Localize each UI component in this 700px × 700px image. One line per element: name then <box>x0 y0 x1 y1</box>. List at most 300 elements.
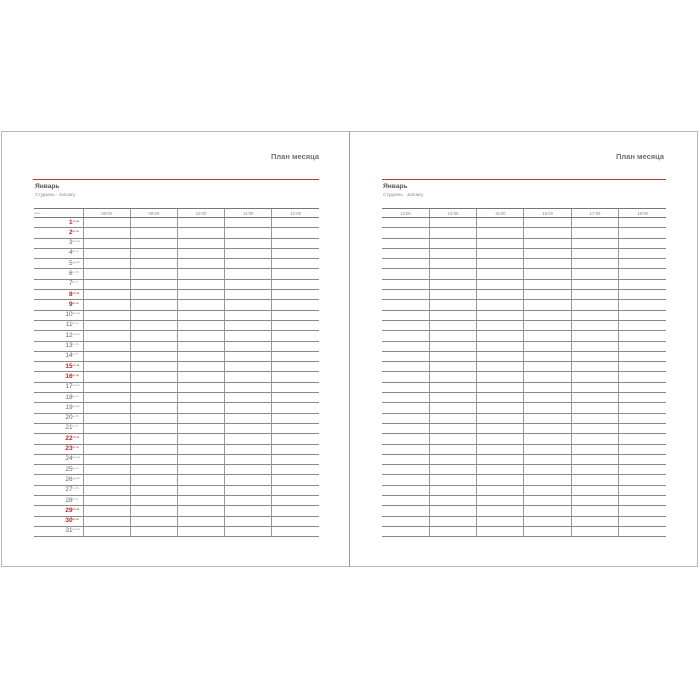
plan-cell[interactable] <box>524 351 571 361</box>
plan-cell[interactable] <box>83 465 130 475</box>
plan-cell[interactable] <box>177 228 224 238</box>
plan-cell[interactable] <box>177 351 224 361</box>
plan-cell[interactable] <box>619 423 666 433</box>
plan-cell[interactable] <box>524 444 571 454</box>
plan-cell[interactable] <box>225 434 272 444</box>
plan-cell[interactable] <box>83 248 130 258</box>
plan-cell[interactable] <box>571 506 618 516</box>
plan-cell[interactable] <box>429 238 476 248</box>
plan-cell[interactable] <box>571 218 618 228</box>
plan-cell[interactable] <box>477 423 524 433</box>
plan-cell[interactable] <box>477 279 524 289</box>
plan-cell[interactable] <box>382 290 429 300</box>
plan-cell[interactable] <box>130 434 177 444</box>
plan-cell[interactable] <box>429 362 476 372</box>
plan-cell[interactable] <box>571 331 618 341</box>
plan-cell[interactable] <box>429 320 476 330</box>
plan-cell[interactable] <box>83 351 130 361</box>
plan-cell[interactable] <box>524 454 571 464</box>
plan-cell[interactable] <box>619 465 666 475</box>
plan-cell[interactable] <box>225 238 272 248</box>
plan-cell[interactable] <box>619 485 666 495</box>
plan-cell[interactable] <box>619 259 666 269</box>
plan-cell[interactable] <box>571 444 618 454</box>
plan-cell[interactable] <box>130 351 177 361</box>
plan-cell[interactable] <box>177 403 224 413</box>
plan-cell[interactable] <box>429 372 476 382</box>
plan-cell[interactable] <box>130 248 177 258</box>
plan-cell[interactable] <box>429 382 476 392</box>
plan-cell[interactable] <box>382 413 429 423</box>
plan-cell[interactable] <box>477 218 524 228</box>
plan-cell[interactable] <box>83 444 130 454</box>
plan-cell[interactable] <box>477 310 524 320</box>
plan-cell[interactable] <box>177 506 224 516</box>
plan-cell[interactable] <box>83 300 130 310</box>
plan-cell[interactable] <box>524 485 571 495</box>
plan-cell[interactable] <box>571 516 618 526</box>
plan-cell[interactable] <box>83 382 130 392</box>
plan-cell[interactable] <box>619 238 666 248</box>
plan-cell[interactable] <box>524 300 571 310</box>
plan-cell[interactable] <box>130 526 177 536</box>
plan-cell[interactable] <box>130 331 177 341</box>
plan-cell[interactable] <box>619 413 666 423</box>
plan-cell[interactable] <box>619 341 666 351</box>
plan-cell[interactable] <box>225 248 272 258</box>
plan-cell[interactable] <box>130 506 177 516</box>
plan-cell[interactable] <box>83 341 130 351</box>
plan-cell[interactable] <box>477 434 524 444</box>
plan-cell[interactable] <box>83 516 130 526</box>
plan-cell[interactable] <box>130 454 177 464</box>
plan-cell[interactable] <box>382 238 429 248</box>
plan-cell[interactable] <box>382 259 429 269</box>
plan-cell[interactable] <box>83 393 130 403</box>
plan-cell[interactable] <box>225 516 272 526</box>
plan-cell[interactable] <box>429 248 476 258</box>
plan-cell[interactable] <box>524 269 571 279</box>
plan-cell[interactable] <box>524 372 571 382</box>
plan-cell[interactable] <box>382 372 429 382</box>
plan-cell[interactable] <box>429 475 476 485</box>
plan-cell[interactable] <box>571 382 618 392</box>
plan-cell[interactable] <box>619 393 666 403</box>
plan-cell[interactable] <box>177 465 224 475</box>
plan-cell[interactable] <box>524 218 571 228</box>
plan-cell[interactable] <box>524 228 571 238</box>
plan-cell[interactable] <box>619 290 666 300</box>
plan-cell[interactable] <box>272 341 319 351</box>
plan-cell[interactable] <box>382 444 429 454</box>
plan-cell[interactable] <box>83 496 130 506</box>
plan-cell[interactable] <box>477 393 524 403</box>
plan-cell[interactable] <box>272 454 319 464</box>
plan-cell[interactable] <box>619 362 666 372</box>
plan-cell[interactable] <box>177 496 224 506</box>
plan-cell[interactable] <box>429 454 476 464</box>
plan-cell[interactable] <box>477 444 524 454</box>
plan-cell[interactable] <box>272 279 319 289</box>
plan-cell[interactable] <box>571 454 618 464</box>
plan-cell[interactable] <box>524 238 571 248</box>
plan-cell[interactable] <box>83 290 130 300</box>
plan-cell[interactable] <box>177 259 224 269</box>
plan-cell[interactable] <box>177 248 224 258</box>
plan-cell[interactable] <box>130 362 177 372</box>
plan-cell[interactable] <box>571 362 618 372</box>
plan-cell[interactable] <box>177 269 224 279</box>
plan-cell[interactable] <box>524 496 571 506</box>
plan-cell[interactable] <box>225 372 272 382</box>
plan-cell[interactable] <box>571 269 618 279</box>
plan-cell[interactable] <box>429 496 476 506</box>
plan-cell[interactable] <box>524 310 571 320</box>
plan-cell[interactable] <box>83 320 130 330</box>
plan-cell[interactable] <box>130 300 177 310</box>
plan-cell[interactable] <box>477 259 524 269</box>
plan-cell[interactable] <box>177 444 224 454</box>
plan-cell[interactable] <box>272 423 319 433</box>
plan-cell[interactable] <box>130 259 177 269</box>
plan-cell[interactable] <box>477 228 524 238</box>
plan-cell[interactable] <box>225 475 272 485</box>
plan-cell[interactable] <box>429 269 476 279</box>
plan-cell[interactable] <box>524 248 571 258</box>
plan-cell[interactable] <box>619 331 666 341</box>
plan-cell[interactable] <box>225 269 272 279</box>
plan-cell[interactable] <box>477 454 524 464</box>
plan-cell[interactable] <box>130 341 177 351</box>
plan-cell[interactable] <box>130 444 177 454</box>
plan-cell[interactable] <box>382 269 429 279</box>
plan-cell[interactable] <box>524 259 571 269</box>
plan-cell[interactable] <box>571 310 618 320</box>
plan-cell[interactable] <box>225 506 272 516</box>
plan-cell[interactable] <box>619 516 666 526</box>
plan-cell[interactable] <box>477 248 524 258</box>
plan-cell[interactable] <box>382 279 429 289</box>
plan-cell[interactable] <box>83 228 130 238</box>
plan-cell[interactable] <box>429 413 476 423</box>
plan-cell[interactable] <box>477 372 524 382</box>
plan-cell[interactable] <box>225 310 272 320</box>
plan-cell[interactable] <box>130 228 177 238</box>
plan-cell[interactable] <box>272 269 319 279</box>
plan-cell[interactable] <box>83 310 130 320</box>
plan-cell[interactable] <box>619 279 666 289</box>
plan-cell[interactable] <box>83 279 130 289</box>
plan-cell[interactable] <box>524 465 571 475</box>
plan-cell[interactable] <box>177 382 224 392</box>
plan-cell[interactable] <box>83 506 130 516</box>
plan-cell[interactable] <box>225 351 272 361</box>
plan-cell[interactable] <box>225 444 272 454</box>
plan-cell[interactable] <box>225 393 272 403</box>
plan-cell[interactable] <box>571 496 618 506</box>
plan-cell[interactable] <box>177 218 224 228</box>
plan-cell[interactable] <box>571 485 618 495</box>
plan-cell[interactable] <box>524 382 571 392</box>
plan-cell[interactable] <box>177 279 224 289</box>
plan-cell[interactable] <box>177 372 224 382</box>
plan-cell[interactable] <box>382 351 429 361</box>
plan-cell[interactable] <box>130 465 177 475</box>
plan-cell[interactable] <box>177 413 224 423</box>
plan-cell[interactable] <box>429 341 476 351</box>
plan-cell[interactable] <box>83 485 130 495</box>
plan-cell[interactable] <box>177 341 224 351</box>
plan-cell[interactable] <box>272 485 319 495</box>
plan-cell[interactable] <box>272 300 319 310</box>
plan-cell[interactable] <box>382 434 429 444</box>
plan-cell[interactable] <box>83 331 130 341</box>
plan-cell[interactable] <box>524 506 571 516</box>
plan-cell[interactable] <box>477 341 524 351</box>
plan-cell[interactable] <box>429 526 476 536</box>
plan-cell[interactable] <box>177 290 224 300</box>
plan-cell[interactable] <box>130 279 177 289</box>
plan-cell[interactable] <box>524 331 571 341</box>
plan-cell[interactable] <box>225 423 272 433</box>
plan-cell[interactable] <box>130 310 177 320</box>
plan-cell[interactable] <box>130 413 177 423</box>
plan-cell[interactable] <box>382 228 429 238</box>
plan-cell[interactable] <box>477 290 524 300</box>
plan-cell[interactable] <box>177 310 224 320</box>
plan-cell[interactable] <box>477 382 524 392</box>
plan-cell[interactable] <box>272 372 319 382</box>
plan-cell[interactable] <box>225 526 272 536</box>
plan-cell[interactable] <box>177 434 224 444</box>
plan-cell[interactable] <box>477 496 524 506</box>
plan-cell[interactable] <box>272 465 319 475</box>
plan-cell[interactable] <box>429 290 476 300</box>
plan-cell[interactable] <box>382 485 429 495</box>
plan-cell[interactable] <box>177 300 224 310</box>
plan-cell[interactable] <box>83 259 130 269</box>
plan-cell[interactable] <box>571 526 618 536</box>
plan-cell[interactable] <box>225 454 272 464</box>
plan-cell[interactable] <box>272 434 319 444</box>
plan-cell[interactable] <box>619 475 666 485</box>
plan-cell[interactable] <box>177 485 224 495</box>
plan-cell[interactable] <box>272 413 319 423</box>
plan-cell[interactable] <box>619 403 666 413</box>
plan-cell[interactable] <box>477 362 524 372</box>
plan-cell[interactable] <box>429 444 476 454</box>
plan-cell[interactable] <box>429 506 476 516</box>
plan-cell[interactable] <box>177 393 224 403</box>
plan-cell[interactable] <box>272 475 319 485</box>
plan-cell[interactable] <box>524 393 571 403</box>
plan-cell[interactable] <box>524 362 571 372</box>
plan-cell[interactable] <box>272 238 319 248</box>
plan-cell[interactable] <box>130 290 177 300</box>
plan-cell[interactable] <box>83 475 130 485</box>
plan-cell[interactable] <box>429 485 476 495</box>
plan-cell[interactable] <box>382 454 429 464</box>
plan-cell[interactable] <box>272 362 319 372</box>
plan-cell[interactable] <box>225 279 272 289</box>
plan-cell[interactable] <box>83 362 130 372</box>
plan-cell[interactable] <box>571 434 618 444</box>
plan-cell[interactable] <box>382 393 429 403</box>
plan-cell[interactable] <box>225 331 272 341</box>
plan-cell[interactable] <box>272 403 319 413</box>
plan-cell[interactable] <box>225 496 272 506</box>
plan-cell[interactable] <box>272 310 319 320</box>
plan-cell[interactable] <box>382 526 429 536</box>
plan-cell[interactable] <box>477 320 524 330</box>
plan-cell[interactable] <box>225 290 272 300</box>
plan-cell[interactable] <box>83 423 130 433</box>
plan-cell[interactable] <box>130 423 177 433</box>
plan-cell[interactable] <box>619 320 666 330</box>
plan-cell[interactable] <box>524 413 571 423</box>
plan-cell[interactable] <box>477 506 524 516</box>
plan-cell[interactable] <box>225 320 272 330</box>
plan-cell[interactable] <box>429 516 476 526</box>
plan-cell[interactable] <box>382 423 429 433</box>
plan-cell[interactable] <box>429 423 476 433</box>
plan-cell[interactable] <box>225 413 272 423</box>
plan-cell[interactable] <box>272 259 319 269</box>
plan-cell[interactable] <box>571 413 618 423</box>
plan-cell[interactable] <box>619 218 666 228</box>
plan-cell[interactable] <box>130 320 177 330</box>
plan-cell[interactable] <box>571 465 618 475</box>
plan-cell[interactable] <box>225 465 272 475</box>
plan-cell[interactable] <box>130 269 177 279</box>
plan-cell[interactable] <box>429 403 476 413</box>
plan-cell[interactable] <box>83 454 130 464</box>
plan-cell[interactable] <box>225 259 272 269</box>
plan-cell[interactable] <box>272 351 319 361</box>
plan-cell[interactable] <box>382 506 429 516</box>
plan-cell[interactable] <box>477 526 524 536</box>
plan-cell[interactable] <box>571 238 618 248</box>
plan-cell[interactable] <box>429 465 476 475</box>
plan-cell[interactable] <box>225 382 272 392</box>
plan-cell[interactable] <box>524 423 571 433</box>
plan-cell[interactable] <box>477 300 524 310</box>
plan-cell[interactable] <box>477 485 524 495</box>
plan-cell[interactable] <box>429 310 476 320</box>
plan-cell[interactable] <box>619 382 666 392</box>
plan-cell[interactable] <box>177 238 224 248</box>
plan-cell[interactable] <box>83 238 130 248</box>
plan-cell[interactable] <box>429 351 476 361</box>
plan-cell[interactable] <box>83 372 130 382</box>
plan-cell[interactable] <box>619 526 666 536</box>
plan-cell[interactable] <box>130 485 177 495</box>
plan-cell[interactable] <box>429 228 476 238</box>
plan-cell[interactable] <box>382 403 429 413</box>
plan-cell[interactable] <box>382 516 429 526</box>
plan-cell[interactable] <box>130 372 177 382</box>
plan-cell[interactable] <box>477 403 524 413</box>
plan-cell[interactable] <box>272 248 319 258</box>
plan-cell[interactable] <box>382 248 429 258</box>
plan-cell[interactable] <box>130 475 177 485</box>
plan-cell[interactable] <box>477 331 524 341</box>
plan-cell[interactable] <box>382 218 429 228</box>
plan-cell[interactable] <box>382 496 429 506</box>
plan-cell[interactable] <box>130 393 177 403</box>
plan-cell[interactable] <box>571 423 618 433</box>
plan-cell[interactable] <box>571 351 618 361</box>
plan-cell[interactable] <box>619 351 666 361</box>
plan-cell[interactable] <box>225 362 272 372</box>
plan-cell[interactable] <box>429 300 476 310</box>
plan-cell[interactable] <box>177 362 224 372</box>
plan-cell[interactable] <box>83 434 130 444</box>
plan-cell[interactable] <box>225 218 272 228</box>
plan-cell[interactable] <box>619 269 666 279</box>
plan-cell[interactable] <box>619 310 666 320</box>
plan-cell[interactable] <box>571 393 618 403</box>
plan-cell[interactable] <box>571 341 618 351</box>
plan-cell[interactable] <box>524 279 571 289</box>
plan-cell[interactable] <box>382 320 429 330</box>
plan-cell[interactable] <box>382 331 429 341</box>
plan-cell[interactable] <box>477 465 524 475</box>
plan-cell[interactable] <box>130 238 177 248</box>
plan-cell[interactable] <box>619 506 666 516</box>
plan-cell[interactable] <box>429 259 476 269</box>
plan-cell[interactable] <box>225 228 272 238</box>
plan-cell[interactable] <box>272 516 319 526</box>
plan-cell[interactable] <box>177 423 224 433</box>
plan-cell[interactable] <box>272 331 319 341</box>
plan-cell[interactable] <box>225 403 272 413</box>
plan-cell[interactable] <box>177 454 224 464</box>
plan-cell[interactable] <box>272 218 319 228</box>
plan-cell[interactable] <box>619 248 666 258</box>
plan-cell[interactable] <box>83 403 130 413</box>
plan-cell[interactable] <box>571 279 618 289</box>
plan-cell[interactable] <box>429 331 476 341</box>
plan-cell[interactable] <box>477 516 524 526</box>
plan-cell[interactable] <box>477 269 524 279</box>
plan-cell[interactable] <box>272 290 319 300</box>
plan-cell[interactable] <box>177 331 224 341</box>
plan-cell[interactable] <box>272 382 319 392</box>
plan-cell[interactable] <box>619 228 666 238</box>
plan-cell[interactable] <box>83 269 130 279</box>
plan-cell[interactable] <box>571 259 618 269</box>
plan-cell[interactable] <box>130 218 177 228</box>
plan-cell[interactable] <box>619 444 666 454</box>
plan-cell[interactable] <box>571 320 618 330</box>
plan-cell[interactable] <box>83 218 130 228</box>
plan-cell[interactable] <box>571 475 618 485</box>
plan-cell[interactable] <box>524 320 571 330</box>
plan-cell[interactable] <box>225 485 272 495</box>
plan-cell[interactable] <box>571 228 618 238</box>
plan-cell[interactable] <box>177 475 224 485</box>
plan-cell[interactable] <box>524 341 571 351</box>
plan-cell[interactable] <box>524 516 571 526</box>
plan-cell[interactable] <box>429 434 476 444</box>
plan-cell[interactable] <box>83 526 130 536</box>
plan-cell[interactable] <box>429 279 476 289</box>
plan-cell[interactable] <box>130 382 177 392</box>
plan-cell[interactable] <box>272 228 319 238</box>
plan-cell[interactable] <box>382 341 429 351</box>
plan-cell[interactable] <box>619 300 666 310</box>
